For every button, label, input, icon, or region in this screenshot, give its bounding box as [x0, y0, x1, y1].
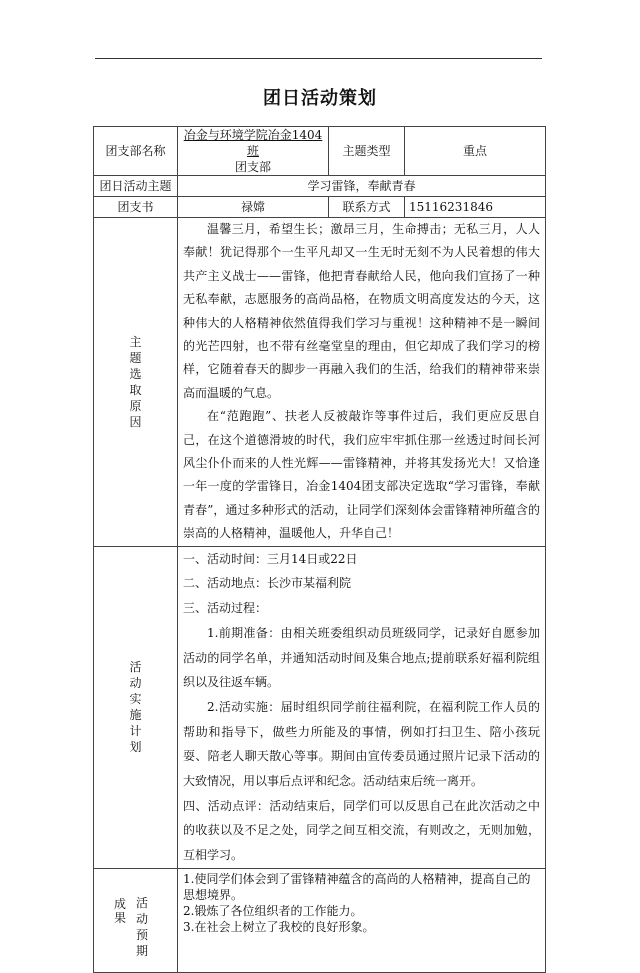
theme-label: 团日活动主题 [94, 176, 178, 197]
plan-label [94, 546, 178, 868]
outcome-label-char: 预 [136, 927, 149, 942]
branch-name-value-line2: 团支部 [234, 160, 271, 174]
branch-name-label: 团支部名称 [94, 127, 178, 176]
plan-label-char: 动 [129, 676, 142, 691]
plan-label-char: 施 [129, 708, 142, 723]
contact-label: 联系方式 [329, 197, 405, 218]
row-reason [94, 218, 546, 547]
plan-review: 四、活动点评：活动结束后，同学们可以反思自己在此次活动之中的收获以及不足之处，同学之间互相交流，有则改之，无则加勉，互相学习。 [183, 798, 540, 863]
outcome-content [178, 868, 546, 972]
row-outcome [94, 868, 546, 972]
secretary-name: 禄嫦 [178, 197, 329, 218]
outcome-item: 1.使同学们体会到了雷锋精神蕴含的高尚的人格精神，提高自己的思想境界。 [183, 871, 531, 902]
row-secretary [94, 197, 546, 218]
outcome-label-char: 成 [114, 896, 127, 911]
branch-name-value-line1: 冶金与环境学院冶金1404班 [183, 128, 323, 158]
theme-type-value: 重点 [405, 127, 546, 176]
top-rule [95, 58, 542, 59]
plan-label-char: 活 [129, 660, 142, 675]
outcome-label-char: 期 [136, 943, 149, 958]
plan-form-table [93, 126, 546, 973]
outcome-item: 3.在社会上树立了我校的良好形象。 [183, 919, 375, 934]
reason-label [94, 218, 178, 547]
outcome-label [94, 868, 178, 972]
plan-step-2: 2.活动实施：届时组织同学前往福利院，在福利院工作人员的帮助和指导下，做些力所能及的事情，例如打扫卫生、陪小孩玩耍、陪老人聊天散心等事。期间由宣传委员通过照片记录下活动的大致情况，用以事后点评和纪念。活动结束后统一离开。 [183, 699, 540, 789]
reason-paragraph-2: 在“范跑跑”、扶老人反被敲诈等事件过后，我们更应反思自己，在这个道德滑坡的时代，我们应牢牢抓住那一丝透过时间长河风尘仆仆而来的人性光辉——雷锋精神，并将其发扬光大！又恰逢一年一度的学雷锋日，冶金1404团支部决定选取“学习雷锋，奉献青春”，通过多种形式的活动，让同学们深刻体会雷锋精神所蕴含的崇高的人格精神，温暖他人，升华自己！ [183, 409, 540, 541]
secretary-label: 团支书 [94, 197, 178, 218]
outcome-label-char: 活 [136, 895, 149, 910]
contact-value: 15116231846 [405, 197, 546, 218]
reason-paragraph-1: 温馨三月，希望生长；激昂三月，生命搏击；无私三月，人人奉献！犹记得那个一生平凡却又一生无时无刻不为人民着想的伟大共产主义战士——雷锋，他把青春献给人民，他向我们宣扬了一种无私奉献，志愿服务的高尚品格，在物质文明高度发达的今天，这种伟大的人格精神依然值得我们学习与重视！这种精神不是一瞬间的光芒四射，也不带有丝毫堂皇的理由，但它却成了我们学习的榜样，它随着春天的脚步一再融入我们的生活，给我们的精神带来崇高而温暖的气息。 [183, 222, 540, 400]
reason-label-char: 原 [129, 398, 142, 413]
document-title: 团日活动策划 [263, 88, 377, 109]
branch-name-value [178, 127, 329, 176]
outcome-label-col-2 [136, 895, 148, 959]
row-plan [94, 546, 546, 868]
reason-label-char: 取 [129, 382, 142, 397]
outcome-label-col-1 [114, 897, 126, 925]
row-theme [94, 176, 546, 197]
reason-label-char: 题 [129, 350, 142, 365]
plan-label-char: 计 [129, 724, 142, 739]
plan-place: 二、活动地点：长沙市某福利院 [183, 576, 352, 591]
plan-process-title: 三、活动过程： [183, 601, 268, 616]
theme-value: 学习雷锋，奉献青春 [178, 176, 546, 197]
reason-content [178, 218, 546, 547]
plan-label-char: 划 [129, 740, 142, 755]
reason-label-char: 选 [129, 366, 142, 381]
plan-step-1: 1.前期准备：由相关班委组织动员班级同学，记录好自愿参加活动的同学名单，并通知活动时间及集合地点;提前联系好福利院组织以及往返车辆。 [183, 625, 540, 690]
outcome-item: 2.锻炼了各位组织者的工作能力。 [183, 903, 363, 918]
plan-label-char: 实 [129, 692, 142, 707]
outcome-label-char: 动 [136, 911, 149, 926]
reason-label-char: 主 [129, 334, 142, 349]
outcome-label-char: 果 [114, 910, 127, 925]
row-branch-name [94, 127, 546, 176]
reason-label-char: 因 [129, 414, 142, 429]
plan-content [178, 546, 546, 868]
theme-type-label: 主题类型 [329, 127, 405, 176]
plan-time: 一、活动时间：三月14日或22日 [183, 551, 358, 566]
